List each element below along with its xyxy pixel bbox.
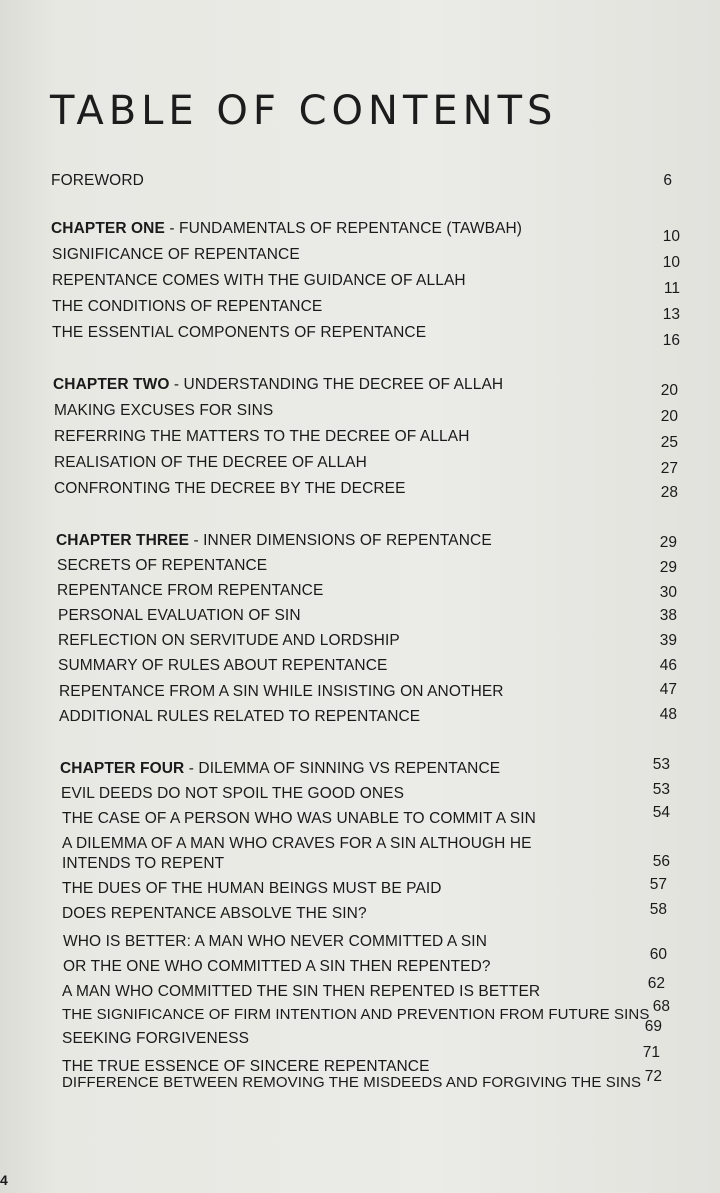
toc-entry-page: 20 bbox=[660, 382, 678, 399]
chapter-number: CHAPTER THREE bbox=[56, 532, 190, 549]
toc-entry bbox=[0, 657, 720, 681]
toc-entry-label: OR THE ONE WHO COMMITTED A SIN THEN REPENTED? bbox=[63, 958, 491, 975]
toc-entry bbox=[0, 876, 720, 904]
toc-entry-page: 16 bbox=[662, 332, 680, 349]
toc-entry-label: SEEKING FORGIVENESS bbox=[62, 1030, 250, 1047]
chapter-heading bbox=[0, 220, 720, 244]
toc-entry-page: 69 bbox=[644, 1018, 662, 1035]
chapter-number: CHAPTER ONE bbox=[51, 220, 165, 237]
toc-entry-page: 30 bbox=[659, 584, 677, 601]
toc-entry bbox=[0, 582, 720, 606]
toc-entry-label: INTENDS TO REPENT bbox=[62, 855, 225, 872]
toc-entry-label: ADDITIONAL RULES RELATED TO REPENTANCE bbox=[59, 708, 421, 725]
toc-entry-label: DOES REPENTANCE ABSOLVE THE SIN? bbox=[62, 905, 367, 922]
toc-entry-page: 71 bbox=[642, 1044, 660, 1061]
toc-entry-label: REFERRING THE MATTERS TO THE DECREE OF ALLAH bbox=[54, 428, 470, 445]
toc-entry-label: THE CASE OF A PERSON WHO WAS UNABLE TO COMMIT A SIN bbox=[62, 810, 536, 827]
toc-entry-label: PERSONAL EVALUATION OF SIN bbox=[58, 607, 301, 624]
toc-entry-label: SIGNIFICANCE OF REPENTANCE bbox=[52, 246, 300, 263]
toc-entry-label: WHO IS BETTER: A MAN WHO NEVER COMMITTED A SIN bbox=[63, 933, 488, 950]
toc-entry bbox=[0, 480, 720, 504]
toc-entry bbox=[0, 402, 720, 426]
toc-entry-page: 28 bbox=[660, 484, 678, 501]
chapter-title: - INNER DIMENSIONS OF REPENTANCE bbox=[189, 532, 492, 549]
toc-entry bbox=[0, 781, 720, 809]
toc-entry-label: REFLECTION ON SERVITUDE AND LORDSHIP bbox=[58, 632, 400, 649]
toc-entry-page: 60 bbox=[649, 946, 667, 963]
toc-entry-label: THE DUES OF THE HUMAN BEINGS MUST BE PAID bbox=[62, 880, 442, 897]
toc-entry-label: SUMMARY OF RULES ABOUT REPENTANCE bbox=[58, 657, 388, 674]
toc-entry-page: 29 bbox=[659, 559, 677, 576]
toc-entry-label: DIFFERENCE BETWEEN REMOVING THE MISDEEDS AND FORGIVING THE SINS bbox=[62, 1074, 642, 1091]
toc-entry bbox=[0, 804, 720, 834]
toc-entry-label: THE TRUE ESSENCE OF SINCERE REPENTANCE bbox=[62, 1058, 430, 1075]
toc-entry bbox=[0, 901, 720, 929]
toc-entry-label: A MAN WHO COMMITTED THE SIN THEN REPENTED IS BETTER bbox=[62, 983, 541, 1000]
toc-entry bbox=[0, 454, 720, 478]
chapter-heading bbox=[0, 532, 720, 556]
toc-entry-label: THE ESSENTIAL COMPONENTS OF REPENTANCE bbox=[52, 324, 427, 341]
toc-entry bbox=[0, 933, 720, 957]
toc-entry-label: A DILEMMA OF A MAN WHO CRAVES FOR A SIN ALTHOUGH HE bbox=[62, 835, 532, 852]
chapter-title: - DILEMMA OF SINNING VS REPENTANCE bbox=[184, 760, 501, 777]
toc-entry-page: 39 bbox=[659, 632, 677, 649]
toc-entry bbox=[0, 683, 720, 707]
toc-entry bbox=[0, 855, 720, 879]
toc-entry bbox=[0, 946, 720, 982]
toc-entry-page: 25 bbox=[660, 434, 678, 451]
toc-entry-page: 13 bbox=[662, 306, 680, 323]
toc-entry-page: 47 bbox=[659, 681, 677, 698]
chapter-heading bbox=[0, 376, 720, 400]
toc-entry bbox=[0, 557, 720, 581]
toc-entry bbox=[0, 708, 720, 732]
toc-entry-label: CONFRONTING THE DECREE BY THE DECREE bbox=[54, 480, 406, 497]
toc-foreword bbox=[0, 172, 720, 196]
toc-entry-page: 10 bbox=[662, 228, 680, 245]
toc-entry-page: 58 bbox=[649, 901, 667, 918]
toc-entry bbox=[0, 428, 720, 452]
toc-entry-page: 54 bbox=[652, 804, 670, 821]
toc-entry bbox=[0, 1018, 720, 1054]
toc-entry-page: 72 bbox=[644, 1068, 662, 1085]
toc-entry-label: REPENTANCE FROM A SIN WHILE INSISTING ON ANOTHER bbox=[59, 683, 504, 700]
toc-entry-page: 10 bbox=[662, 254, 680, 271]
toc-entry-page: 68 bbox=[652, 998, 670, 1015]
toc-entry-label: THE CONDITIONS OF REPENTANCE bbox=[52, 298, 323, 315]
toc-entry-page: 53 bbox=[652, 756, 670, 773]
toc-entry bbox=[0, 272, 720, 296]
toc-entry-label: SECRETS OF REPENTANCE bbox=[57, 557, 268, 574]
toc-entry-page: 56 bbox=[652, 853, 670, 870]
page-title: TABLE OF CONTENTS bbox=[50, 88, 558, 134]
toc-entry bbox=[0, 246, 720, 270]
toc-entry-page: 20 bbox=[660, 408, 678, 425]
toc-entry-label: FOREWORD bbox=[51, 172, 144, 189]
toc-entry bbox=[0, 324, 720, 348]
toc-entry bbox=[0, 298, 720, 322]
chapter-heading bbox=[0, 756, 720, 784]
toc-entry bbox=[0, 1068, 720, 1098]
toc-entry-label: REPENTANCE FROM REPENTANCE bbox=[57, 582, 324, 599]
chapter-title: - FUNDAMENTALS OF REPENTANCE (TAWBAH) bbox=[164, 220, 523, 237]
toc-entry-page: 57 bbox=[649, 876, 667, 893]
toc-entry-page: 6 bbox=[663, 172, 672, 189]
toc-entry-label: MAKING EXCUSES FOR SINS bbox=[54, 402, 274, 419]
toc-entry-label: REPENTANCE COMES WITH THE GUIDANCE OF ALLAH bbox=[52, 272, 466, 289]
toc-entry-page: 27 bbox=[660, 460, 678, 477]
toc-entry-label: EVIL DEEDS DO NOT SPOIL THE GOOD ONES bbox=[61, 785, 405, 802]
toc-entry-label: THE SIGNIFICANCE OF FIRM INTENTION AND PREVENTION FROM FUTURE SINS bbox=[62, 1006, 650, 1023]
toc-entry-page: 48 bbox=[659, 706, 677, 723]
toc-entry bbox=[0, 975, 720, 1007]
chapter-title: - UNDERSTANDING THE DECREE OF ALLAH bbox=[169, 376, 504, 393]
toc-entry-label: REALISATION OF THE DECREE OF ALLAH bbox=[54, 454, 367, 471]
page-number: 4 bbox=[0, 1172, 8, 1188]
chapter-number: CHAPTER FOUR bbox=[60, 760, 185, 777]
toc-entry-page: 62 bbox=[647, 975, 665, 992]
toc-entry bbox=[0, 607, 720, 631]
toc-entry bbox=[0, 998, 720, 1030]
chapter-number: CHAPTER TWO bbox=[53, 376, 170, 393]
toc-entry-page: 11 bbox=[663, 280, 680, 297]
toc-entry bbox=[0, 632, 720, 656]
toc-entry-page: 29 bbox=[659, 534, 677, 551]
toc-entry-page: 38 bbox=[659, 607, 677, 624]
toc-entry-page: 46 bbox=[659, 657, 677, 674]
toc-entry-page: 53 bbox=[652, 781, 670, 798]
